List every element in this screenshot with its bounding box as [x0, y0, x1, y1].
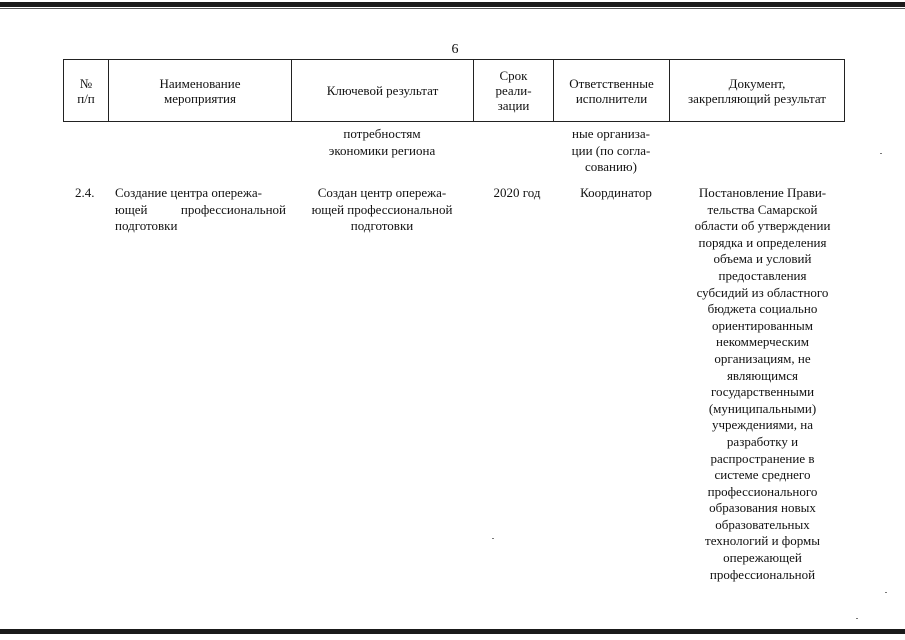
text-line: некоммерческим — [716, 334, 809, 350]
text-line: предоставления — [718, 267, 807, 283]
header-result — [292, 60, 474, 122]
header-name-line: Наименование — [159, 75, 241, 91]
header-num — [64, 60, 109, 122]
header-name — [109, 60, 292, 122]
text-line: Постановление Прави- — [698, 185, 827, 200]
text-line: подготовки — [115, 218, 178, 234]
text-line: ющей профессиональной — [311, 201, 453, 217]
text-line: области об утверждении — [694, 218, 831, 234]
header-name-line: мероприятия — [163, 90, 236, 106]
text-line: профессиональной — [709, 566, 816, 582]
text-line: ции (по согла- — [571, 142, 651, 158]
text-line: подготовки — [350, 218, 414, 234]
header-document — [670, 60, 845, 122]
header-row — [64, 60, 845, 122]
row-term: 2020 год — [493, 185, 541, 200]
header-result-line: Ключевой результат — [326, 83, 439, 98]
header-num-line: п/п — [77, 90, 95, 106]
text-line: экономики региона — [328, 142, 436, 158]
header-term-line: зации — [497, 98, 530, 113]
text-line: Создание центра опережа- — [115, 185, 263, 200]
text-line: порядка и определения — [698, 234, 827, 250]
scan-speck — [880, 153, 882, 154]
text-line: распространение в — [710, 450, 815, 466]
text-line: субсидий из областного — [696, 284, 829, 300]
text-line: государственными — [710, 384, 815, 400]
scan-speck — [885, 592, 887, 593]
header-term-line: реали- — [495, 83, 532, 98]
text-line: (муниципальными) — [708, 400, 817, 416]
header-term — [474, 60, 554, 122]
text-line: организациям, не — [714, 350, 811, 366]
text-line: учреждениями, на — [712, 417, 813, 433]
continuation-result — [291, 126, 473, 159]
text-line: опережающей — [723, 550, 802, 566]
text-line: сованию) — [585, 159, 637, 175]
text-line: разработку и — [726, 433, 799, 449]
header-num-line: № — [79, 75, 93, 91]
text-line: тельства Самарской — [707, 201, 818, 217]
text-line: образовательных — [715, 516, 810, 532]
scan-edge-bottom — [0, 629, 905, 634]
row-result — [291, 185, 473, 235]
text-line: ные организа- — [572, 126, 650, 141]
scan-speck — [856, 618, 858, 619]
scan-speck — [492, 538, 494, 539]
row-executors: Координатор — [580, 185, 652, 200]
text-line: ориентированным — [712, 317, 813, 333]
row-document — [675, 185, 850, 583]
text-line: Создан центр опережа- — [317, 185, 447, 200]
text-line: ющей профессиональной — [115, 201, 286, 217]
row-name — [115, 185, 286, 235]
page-number: 6 — [451, 42, 459, 57]
header-executors — [554, 60, 670, 122]
scan-edge-top — [0, 2, 905, 7]
text-line: бюджета социально — [707, 301, 818, 317]
text-line: объема и условий — [713, 251, 812, 267]
row-num: 2.4. — [75, 185, 95, 200]
text-line: системе среднего — [714, 467, 811, 483]
header-document-line: закрепляющий результат — [688, 90, 826, 106]
header-executors-line: исполнители — [575, 90, 648, 106]
text-line: профессионального — [707, 483, 818, 499]
text-line: являющимся — [726, 367, 799, 383]
text-line: потребностям — [343, 126, 421, 141]
text-line: образования новых — [709, 500, 816, 516]
text-line: технологий и формы — [705, 533, 820, 549]
header-document-line: Документ, — [728, 75, 786, 91]
table-header — [63, 59, 845, 122]
continuation-executors — [553, 126, 669, 176]
header-executors-line: Ответственные — [569, 75, 654, 91]
header-term-line: Срок — [499, 68, 528, 83]
